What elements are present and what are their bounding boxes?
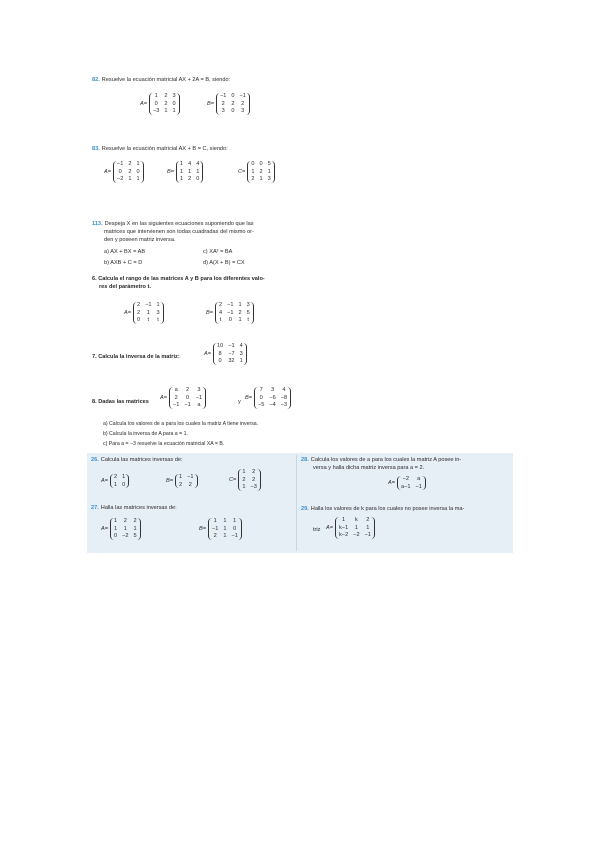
matrix-cell: 2: [137, 309, 141, 316]
matrix-cell: 1: [233, 518, 237, 524]
matrix-cell: 5: [267, 161, 271, 167]
matrix-cell: 5: [133, 533, 137, 539]
matrix-label: B=: [245, 394, 252, 401]
matrix-body: [335, 517, 375, 539]
matrix-cell: −5: [258, 402, 265, 408]
matrix-cell: 0: [122, 481, 126, 488]
ex29-prefix: triz: [313, 527, 321, 533]
ex83-text: Resuelve la ecuación matricial AX + B = C, siendo:: [101, 146, 228, 152]
ex28-number: 28.: [301, 457, 309, 463]
matrix-cell: 2: [128, 168, 132, 175]
ex26-number: 26.: [91, 457, 99, 463]
ex83-number: 83.: [92, 146, 100, 152]
matrix-cell: 2: [164, 100, 168, 107]
matrix-cell: 1: [154, 93, 158, 99]
ex7-matrix-a: [204, 343, 247, 365]
matrix-body: [216, 93, 250, 115]
ex28-line-1: Calcula los valores de a para los cuales la matriz A posee in-: [310, 457, 462, 463]
ex8-conjunction: y: [238, 399, 241, 405]
matrix-cell: 3: [239, 350, 243, 357]
matrix-cell: k−1: [339, 524, 349, 531]
ex113-line-2: matrices que intervienen son todas cuadradas del mismo or-: [104, 229, 254, 235]
matrix-cell: 32: [228, 358, 235, 364]
ex83-matrix-a: [104, 161, 144, 183]
matrix-body: [238, 469, 261, 491]
matrix-cell: −1: [184, 402, 191, 408]
matrix-body: [247, 161, 274, 183]
matrix-cell: −1: [220, 93, 227, 99]
matrix-cell: −4: [269, 402, 276, 408]
matrix-body: [175, 474, 198, 488]
ex27-text: Halla las matrices inversas de:: [100, 505, 177, 511]
ex8-matrix-a: [160, 387, 206, 409]
matrix-cell: 0: [259, 161, 263, 167]
matrix-cell: 1: [164, 108, 168, 114]
ex113-number: 113.: [92, 221, 103, 227]
matrix-cell: 4: [239, 343, 243, 349]
ex82-matrix-a: [140, 93, 180, 115]
ex29-statement: [301, 506, 464, 513]
matrix-cell: 1: [128, 176, 132, 182]
matrix-cell: a−1: [401, 483, 411, 490]
matrix-cell: 3: [241, 108, 245, 114]
matrix-label: A=: [101, 525, 108, 532]
matrix-cell: −2: [353, 532, 360, 538]
matrix-cell: −1: [195, 394, 203, 401]
matrix-label: B=: [166, 478, 173, 484]
matrix-cell: 0: [218, 358, 222, 364]
matrix-cell: 1: [196, 168, 200, 175]
matrix-label: B=: [199, 525, 206, 532]
matrix-cell: −1: [239, 93, 246, 99]
matrix-cell: 1: [242, 484, 246, 490]
matrix-cell: 3: [271, 387, 275, 393]
matrix-cell: 0: [259, 394, 263, 401]
matrix-cell: 2: [133, 518, 137, 524]
matrix-cell: 1: [188, 168, 192, 175]
matrix-cell: t: [147, 317, 150, 323]
ex8-matrix-b: [245, 387, 291, 409]
matrix-body: [169, 387, 206, 409]
matrix-cell: 1: [342, 517, 346, 523]
matrix-cell: 1: [180, 161, 184, 167]
ex27-matrix-b: [199, 518, 242, 540]
ex26-matrix-a: [101, 474, 129, 488]
matrix-cell: 1: [180, 168, 184, 175]
ex113-statement: [92, 221, 254, 228]
matrix-cell: −1: [415, 483, 422, 490]
matrix-body: [149, 93, 180, 115]
matrix-cell: k: [354, 517, 358, 523]
matrix-cell: 2: [179, 481, 183, 488]
matrix-body: [110, 518, 141, 540]
ex6-line-2: res del parámetro t.: [99, 284, 151, 290]
matrix-cell: 1: [354, 524, 358, 531]
matrix-cell: −1: [364, 532, 371, 538]
matrix-label: A=: [204, 350, 211, 357]
matrix-cell: 2: [186, 387, 190, 393]
matrix-cell: 1: [267, 168, 271, 175]
matrix-cell: −2: [122, 533, 129, 539]
matrix-cell: 0: [137, 317, 141, 323]
matrix-cell: 2: [164, 93, 168, 99]
matrix-cell: −2: [117, 176, 124, 182]
matrix-cell: 4: [282, 387, 286, 393]
ex28-statement: [301, 457, 461, 464]
ex6-matrix-b: [206, 302, 254, 324]
matrix-cell: 2: [259, 168, 263, 175]
matrix-body: [133, 302, 164, 324]
matrix-label: C=: [238, 168, 246, 175]
matrix-cell: 3: [197, 387, 201, 393]
matrix-cell: 1: [114, 518, 118, 524]
matrix-cell: 1: [242, 469, 246, 475]
matrix-cell: 2: [221, 100, 225, 107]
ex113-item-b: b) AXB + C = D: [104, 260, 143, 266]
matrix-cell: 2: [213, 533, 217, 539]
matrix-label: B=: [206, 309, 213, 316]
matrix-cell: 2: [137, 302, 141, 308]
matrix-label: B=: [207, 100, 214, 107]
matrix-cell: 1: [136, 161, 140, 167]
matrix-body: [213, 343, 247, 365]
matrix-cell: 2: [123, 518, 127, 524]
exercise-panel: [87, 453, 513, 553]
ex6-line-1: 6. Calcula el rango de las matrices A y B para los diferentes valo-: [92, 276, 265, 282]
ex29-matrix-a: [326, 517, 375, 539]
ex82-text: Resuelve la ecuación matricial AX + 2A = B, siendo:: [101, 77, 231, 83]
ex29-text: Halla los valores de k para los cuales no posee inversa la ma-: [310, 506, 465, 512]
ex26-text: Calcula las matrices inversas de:: [100, 457, 183, 463]
matrix-cell: 1: [238, 302, 242, 308]
matrix-cell: 0: [233, 525, 237, 532]
matrix-cell: a: [197, 402, 201, 408]
ex113-line-3: den y poseen matriz inversa.: [104, 237, 176, 243]
matrix-cell: 0: [251, 161, 255, 167]
ex8-item-b: b) Calcula la inversa de A para a = 1.: [103, 431, 188, 437]
matrix-cell: 1: [223, 533, 227, 539]
ex113-line-1: Despeja X en las siguientes ecuaciones suponiendo que las: [104, 221, 254, 227]
matrix-cell: 0: [231, 93, 235, 99]
matrix-cell: 0: [114, 533, 118, 539]
matrix-cell: 1: [213, 518, 217, 524]
matrix-cell: −6: [269, 394, 276, 401]
ex7-statement: 7. Calcula la inversa de la matriz:: [92, 354, 180, 360]
matrix-body: [215, 302, 254, 324]
matrix-body: [113, 161, 144, 183]
ex27-statement: [91, 505, 177, 512]
matrix-cell: 4: [219, 309, 223, 316]
ex8-item-c: c) Para a = −3 resuelve la ecuación matricial XA = B.: [103, 441, 225, 447]
matrix-cell: 10: [217, 343, 224, 349]
ex29-number: 29.: [301, 506, 309, 512]
matrix-cell: 1: [180, 176, 184, 182]
matrix-cell: a: [174, 387, 178, 393]
matrix-cell: −1: [231, 533, 238, 539]
matrix-cell: 1: [223, 518, 227, 524]
matrix-cell: 2: [128, 161, 132, 167]
ex83-matrix-b: [167, 161, 203, 183]
matrix-cell: −1: [187, 474, 194, 480]
matrix-label: A=: [124, 309, 131, 316]
matrix-cell: 8: [218, 350, 222, 357]
matrix-cell: t: [247, 317, 249, 323]
matrix-cell: 1: [156, 302, 160, 308]
matrix-cell: 1: [114, 481, 118, 488]
matrix-cell: −7: [228, 350, 235, 357]
matrix-cell: 1: [114, 525, 118, 532]
matrix-cell: 0: [118, 168, 122, 175]
matrix-cell: 2: [242, 476, 246, 483]
ex113-item-a: a) AX + BX = AB: [104, 249, 146, 255]
matrix-body: [176, 161, 203, 183]
matrix-cell: −1: [228, 343, 235, 349]
matrix-cell: 1: [366, 524, 370, 531]
ex8-statement: 8. Dadas las matrices: [92, 399, 149, 405]
ex82-matrix-b: [207, 93, 250, 115]
matrix-cell: 0: [172, 100, 176, 107]
matrix-cell: −2: [402, 476, 409, 482]
matrix-cell: −3: [153, 108, 160, 114]
ex113-item-c: c) XA² = BA: [203, 249, 233, 255]
matrix-label: A=: [388, 480, 395, 486]
matrix-cell: 5: [246, 309, 250, 316]
matrix-cell: 3: [221, 108, 225, 114]
matrix-cell: 2: [231, 100, 235, 107]
matrix-cell: 1: [251, 168, 255, 175]
panel-column-divider: [296, 455, 297, 551]
matrix-cell: t: [219, 317, 222, 323]
matrix-cell: −3: [250, 484, 257, 490]
matrix-cell: −1: [212, 525, 219, 532]
matrix-cell: a: [417, 476, 421, 482]
matrix-label: B=: [167, 168, 174, 175]
ex82-statement: [92, 77, 230, 84]
matrix-label: A=: [326, 524, 333, 531]
matrix-cell: 1: [146, 309, 150, 316]
matrix-cell: 2: [366, 517, 370, 523]
matrix-cell: 0: [186, 394, 190, 401]
ex28-line-2: versa y halla dicha matriz inversa para a = 2.: [313, 465, 425, 471]
matrix-cell: 1: [238, 317, 242, 323]
matrix-cell: 1: [122, 474, 126, 480]
matrix-cell: 1: [223, 525, 227, 532]
matrix-label: A=: [104, 168, 111, 175]
matrix-cell: −1: [227, 309, 234, 316]
matrix-cell: 7: [259, 387, 263, 393]
matrix-cell: 2: [188, 481, 192, 488]
matrix-cell: 1: [123, 525, 127, 532]
matrix-cell: 2: [238, 309, 242, 316]
matrix-label: C=: [229, 476, 237, 483]
matrix-cell: −8: [280, 394, 288, 401]
matrix-cell: 2: [188, 176, 192, 182]
matrix-label: A=: [160, 394, 167, 401]
matrix-cell: 2: [219, 302, 223, 308]
ex27-number: 27.: [91, 505, 99, 511]
matrix-cell: 4: [188, 161, 192, 167]
ex82-number: 82.: [92, 77, 100, 83]
matrix-cell: t: [157, 317, 159, 323]
ex6-matrix-a: [124, 302, 164, 324]
ex26-matrix-c: [229, 469, 261, 491]
matrix-cell: 2: [241, 100, 245, 107]
ex8-item-a: a) Calcula los valores de a para los cuales la matriz A tiene inversa.: [103, 421, 259, 427]
matrix-body: [397, 476, 426, 490]
matrix-cell: 3: [172, 93, 176, 99]
matrix-cell: 2: [174, 394, 178, 401]
matrix-cell: 0: [136, 168, 140, 175]
matrix-cell: 0: [228, 317, 232, 323]
matrix-cell: 1: [239, 358, 243, 364]
matrix-cell: −1: [117, 161, 124, 167]
matrix-cell: −1: [173, 402, 180, 408]
matrix-cell: 3: [246, 302, 250, 308]
matrix-cell: −3: [280, 402, 288, 408]
matrix-cell: 0: [231, 108, 235, 114]
ex28-matrix-a: [388, 476, 426, 490]
ex83-statement: [92, 146, 228, 153]
matrix-cell: 2: [252, 469, 256, 475]
matrix-label: A=: [140, 100, 147, 107]
matrix-body: [110, 474, 129, 488]
matrix-cell: 1: [172, 108, 176, 114]
ex27-matrix-a: [101, 518, 141, 540]
matrix-cell: 2: [114, 474, 118, 480]
matrix-body: [254, 387, 291, 409]
matrix-cell: 1: [259, 176, 263, 182]
matrix-cell: −1: [145, 302, 152, 308]
matrix-cell: 1: [136, 176, 140, 182]
matrix-cell: k−2: [339, 532, 349, 538]
matrix-cell: 4: [196, 161, 200, 167]
matrix-label: A=: [101, 478, 108, 484]
matrix-cell: 2: [252, 476, 256, 483]
matrix-body: [208, 518, 242, 540]
ex83-matrix-c: [238, 161, 275, 183]
ex26-statement: [91, 457, 183, 464]
matrix-cell: 3: [156, 309, 160, 316]
matrix-cell: 2: [251, 176, 255, 182]
matrix-cell: 0: [154, 100, 158, 107]
matrix-cell: −1: [227, 302, 234, 308]
matrix-cell: 1: [133, 525, 137, 532]
matrix-cell: 1: [179, 474, 183, 480]
matrix-cell: 0: [196, 176, 200, 182]
ex26-matrix-b: [166, 474, 198, 488]
ex113-item-d: d) A(X + B) = CX: [203, 260, 245, 266]
matrix-cell: 3: [267, 176, 271, 182]
